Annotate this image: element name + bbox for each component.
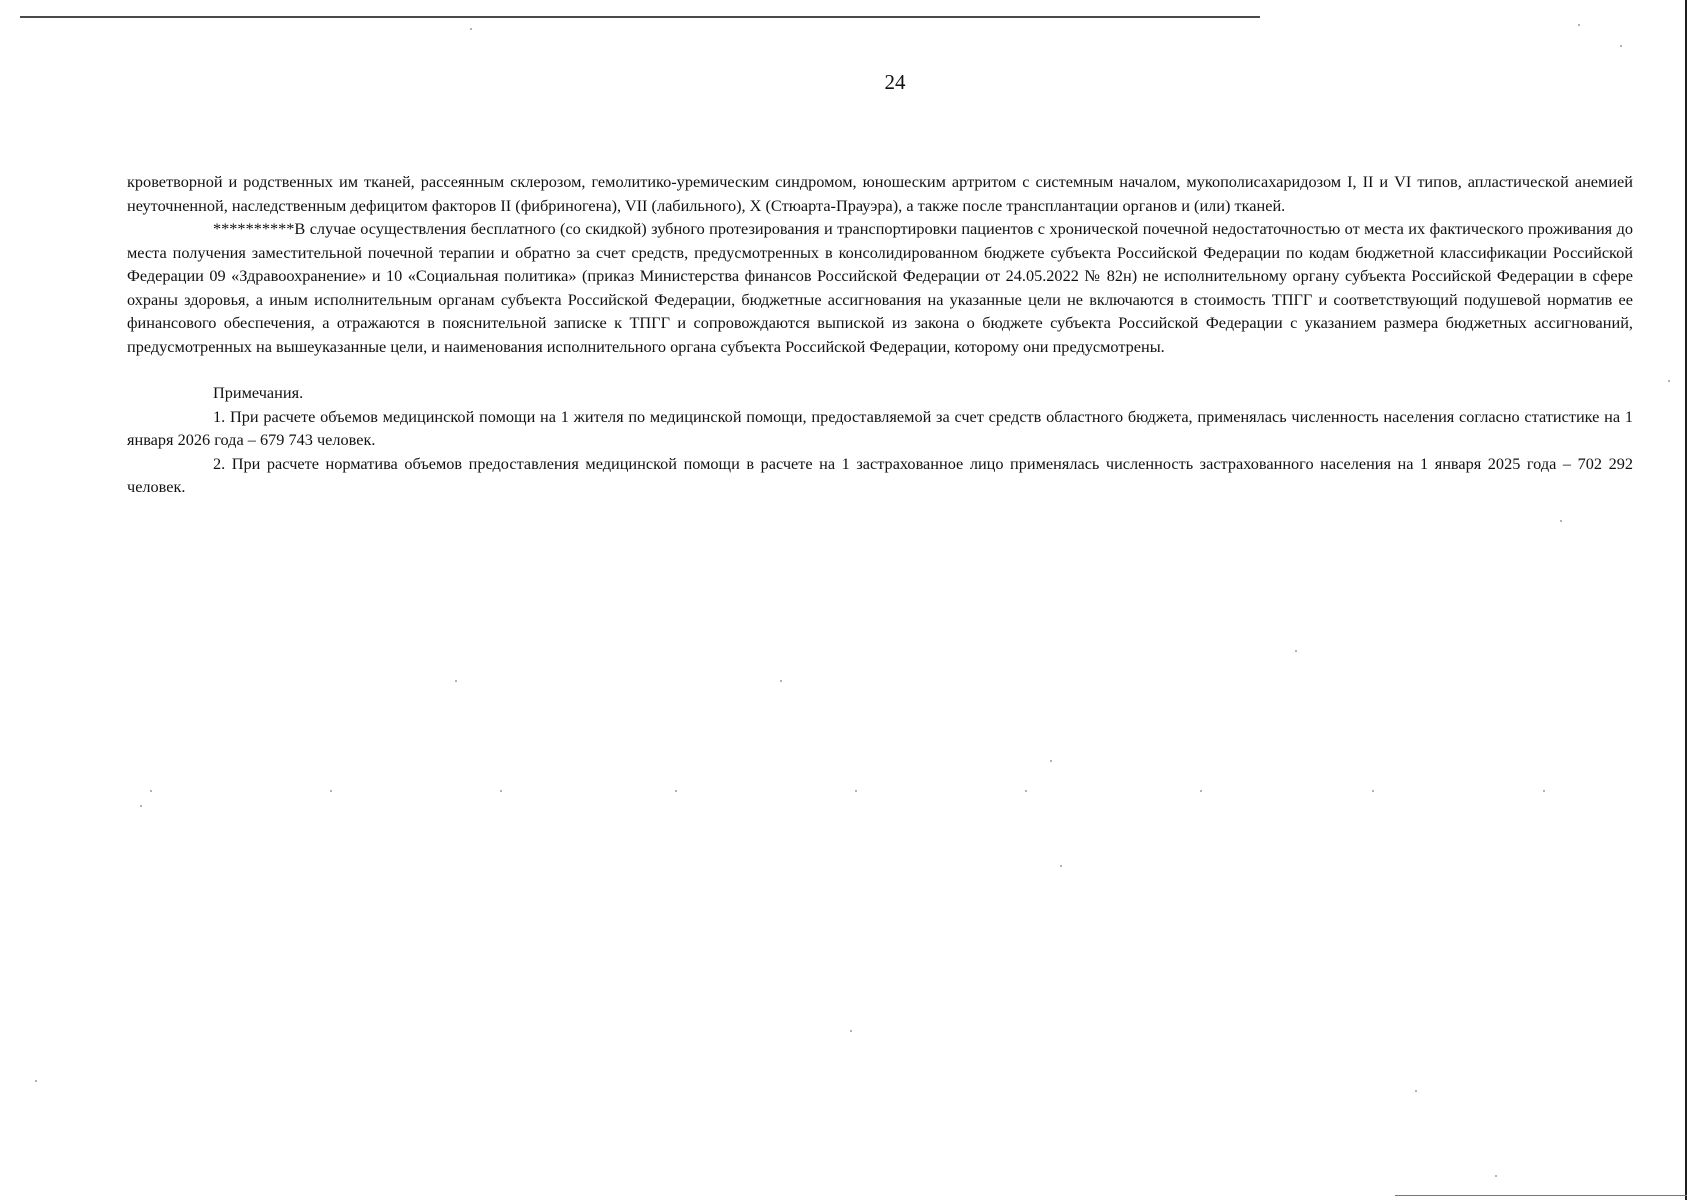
scan-speck — [780, 680, 782, 682]
scan-speck — [1495, 1175, 1497, 1177]
scan-speck — [850, 1030, 852, 1032]
scan-border-right — [1685, 0, 1687, 1200]
scan-speck — [1295, 650, 1297, 652]
scan-speck — [1050, 760, 1052, 762]
scan-speck — [1060, 865, 1062, 867]
paragraph-spacer — [127, 358, 1633, 381]
scan-speck — [1025, 790, 1027, 792]
scan-speck — [470, 28, 472, 30]
scan-speck — [1620, 45, 1622, 47]
scan-speck — [855, 790, 857, 792]
page-number: 24 — [884, 70, 906, 94]
scan-speck — [1668, 380, 1670, 382]
scan-speck — [1200, 790, 1202, 792]
note-item: 1. При расчете объемов медицинской помощи на 1 жителя по медицинской помощи, предоставляемой за счет средств областного бюджета, применялась численность населения согласно статистике на 1 января 2026 года – 679 743 человек. — [127, 406, 1633, 449]
scan-speck — [1560, 520, 1562, 522]
page-body — [127, 170, 1633, 499]
scan-speck — [150, 790, 152, 792]
scan-speck — [675, 790, 677, 792]
scan-speck — [330, 790, 332, 792]
scan-border-top — [20, 16, 1260, 18]
scan-speck — [1578, 24, 1580, 26]
continued-paragraph: кроветворной и родственных им тканей, рассеянным склерозом, гемолитико-уремическим синдромом, юношеским артритом с системным началом, мукополисахаридозом I, II и VI типов, апластической анемией неуточненной, наследственным дефицитом факторов II (фибриногена), VII (лабильного), X (Стюарта-Прауэра), а также после трансплантации органов и (или) тканей. — [127, 172, 1633, 215]
scan-speck — [455, 680, 457, 682]
scan-speck — [500, 790, 502, 792]
scan-speck — [1415, 1090, 1417, 1092]
footnote-paragraph: **********В случае осуществления бесплатного (со скидкой) зубного протезирования и транспортировки пациентов с хронической почечной недостаточностью от места их фактического проживания до места получения заместительной почечной терапии и обратно за счет средств, предусмотренных в консолидированном бюджете субъекта Российской Федерации по кодам бюджетной классификации Российской Федерации 09 «Здравоохранение» и 10 «Социальная политика» (приказ Министерства финансов Российской Федерации от 24.05.2022 № 82н) не исполнительному органу субъекта Российской Федерации в сфере охраны здоровья, а иным исполнительным органам субъекта Российской Федерации, бюджетные ассигнования на указанные цели не включаются в стоимость ТПГГ и соответствующий подушевой норматив ее финансового обеспечения, а отражаются в пояснительной записке к ТПГГ и сопровождаются выпиской из закона о бюджете субъекта Российской Федерации с указанием размера бюджетных ассигнований, предусмотренных на вышеуказанные цели, и наименования исполнительного органа субъекта Российской Федерации, которому они предусмотрены. — [127, 219, 1633, 356]
note-item: 2. При расчете норматива объемов предоставления медицинской помощи в расчете на 1 застрахованное лицо применялась численность застрахованного населения на 1 января 2025 года – 702 292 человек. — [127, 453, 1633, 496]
notes-heading: Примечания. — [213, 383, 304, 402]
scan-speck — [140, 805, 142, 807]
scan-speck — [1543, 790, 1545, 792]
scan-speck — [35, 1080, 37, 1082]
scan-border-bottom — [1395, 1195, 1687, 1196]
scan-speck — [1372, 790, 1374, 792]
